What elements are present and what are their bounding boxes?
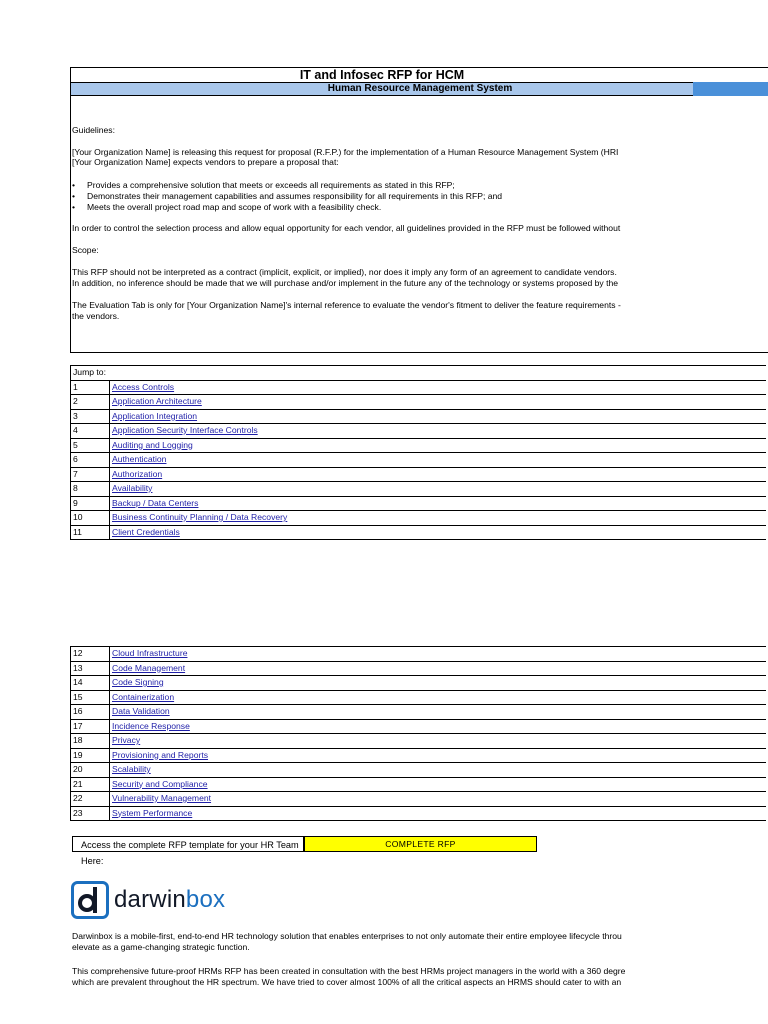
jump-row-cell [110, 763, 767, 778]
jump-row [71, 734, 767, 749]
about2-line-2: which are prevalent throughout the HR spectrum. We have tried to cover almost 100% of all the critical aspects an HRMS should cater to with an [72, 977, 622, 987]
jump-link[interactable]: Privacy [112, 735, 141, 745]
jump-row [71, 525, 767, 540]
jump-link[interactable]: Application Architecture [112, 396, 202, 406]
jump-row-number: 2 [71, 395, 110, 410]
jump-link[interactable]: Scalability [112, 764, 151, 774]
guidelines-intro-line2: [Your Organization Name] expects vendors to prepare a proposal that: [72, 157, 339, 167]
jump-row-cell [110, 525, 767, 540]
jump-table-bottom [70, 646, 766, 821]
guidelines-intro-line1: [Your Organization Name] is releasing this request for proposal (R.F.P.) for the implementation of a Human Resource Management System (HRI [72, 147, 619, 157]
jump-row-cell [110, 777, 767, 792]
guidelines-control-line: In order to control the selection process and allow equal opportunity for each vendor, all guidelines provided in the RFP must be followed without [72, 223, 621, 233]
jump-link[interactable]: Auditing and Logging [112, 439, 193, 450]
jump-link[interactable]: Application Integration [112, 410, 198, 421]
jump-row-number: 18 [71, 734, 110, 749]
jump-row-number: 10 [71, 511, 110, 526]
guidelines-label: Guidelines: [72, 125, 115, 135]
jump-row-cell [110, 719, 767, 734]
subtitle-bar [71, 82, 768, 96]
jump-link[interactable]: Vulnerability Management [112, 793, 212, 803]
jump-row-cell [110, 661, 767, 676]
jump-link[interactable]: Client Credentials [112, 526, 180, 537]
jump-link[interactable]: System Performance [112, 807, 193, 818]
jump-link[interactable]: Incidence Response [112, 720, 190, 731]
jump-link[interactable]: Access Controls [112, 381, 175, 392]
jump-row-cell [110, 453, 767, 468]
jump-row-cell [110, 647, 767, 662]
jump-row [71, 705, 767, 720]
jump-row [71, 763, 767, 778]
darwinbox-d-icon [71, 881, 109, 919]
page-title: IT and Infosec RFP for HCM [299, 68, 465, 82]
sheet-tab-accent [693, 82, 768, 96]
access-text-cell: Access the complete RFP template for your HR Team Here: [72, 836, 304, 852]
jump-row-number: 17 [71, 719, 110, 734]
jump-link[interactable]: Authentication [112, 454, 167, 464]
jump-row-number: 14 [71, 676, 110, 691]
jump-row-number: 13 [71, 661, 110, 676]
jump-row-number: 20 [71, 763, 110, 778]
jump-row [71, 438, 767, 453]
complete-rfp-button[interactable]: COMPLETE RFP [304, 836, 537, 852]
jump-row-number: 12 [71, 647, 110, 662]
jump-row-number: 22 [71, 792, 110, 807]
jump-row-number: 15 [71, 690, 110, 705]
jump-row-number: 9 [71, 496, 110, 511]
jump-row [71, 748, 767, 763]
about2-line-1: This comprehensive future-proof HRMs RFP has been created in consultation with the best HRMs project managers in the world with a 360 degre [72, 966, 626, 976]
jump-row-cell [110, 467, 767, 482]
jump-link[interactable]: Security and Compliance [112, 778, 208, 789]
jump-row [71, 777, 767, 792]
jump-row-cell [110, 792, 767, 807]
jump-row-number: 21 [71, 777, 110, 792]
jump-row-cell [110, 748, 767, 763]
jump-row [71, 661, 767, 676]
jump-row [71, 647, 767, 662]
jump-row-number: 19 [71, 748, 110, 763]
jump-row [71, 676, 767, 691]
jump-row [71, 453, 767, 468]
about-line-2: elevate as a game-changing strategic function. [72, 942, 250, 952]
jump-table-top [70, 365, 766, 540]
jump-row-cell [110, 438, 767, 453]
jump-row-cell [110, 482, 767, 497]
jump-link[interactable]: Availability [112, 483, 153, 493]
jump-row-cell [110, 705, 767, 720]
jump-to-label: Jump to: [71, 366, 767, 381]
brand-name-part2: box [185, 886, 226, 913]
jump-row-number: 7 [71, 467, 110, 482]
jump-row [71, 409, 767, 424]
jump-link[interactable]: Backup / Data Centers [112, 497, 199, 508]
jump-row [71, 496, 767, 511]
jump-row [71, 380, 767, 395]
jump-row-number: 3 [71, 409, 110, 424]
guideline-bullet-2: • Demonstrates their management capabilities and assumes responsibility for all requirements in this RFP; and [72, 191, 502, 201]
evaluation-line-1: The Evaluation Tab is only for [Your Organization Name]'s internal reference to evaluate the vendor's fitment to deliver the feature requirements - [72, 300, 621, 310]
jump-row [71, 690, 767, 705]
guideline-bullet-3: • Meets the overall project road map and scope of work with a feasibility check. [72, 202, 381, 212]
jump-row-cell [110, 734, 767, 749]
jump-row-number: 5 [71, 438, 110, 453]
jump-row [71, 806, 767, 821]
darwinbox-logo [71, 880, 225, 920]
jump-link[interactable]: Application Security Interface Controls [112, 425, 258, 435]
jump-link[interactable]: Code Signing [112, 677, 164, 687]
jump-row-number: 16 [71, 705, 110, 720]
jump-link[interactable]: Authorization [112, 468, 163, 479]
jump-link[interactable]: Cloud Infrastructure [112, 648, 188, 658]
jump-link[interactable]: Business Continuity Planning / Data Recovery [112, 512, 288, 522]
jump-row-cell [110, 395, 767, 410]
scope-line-2: In addition, no inference should be made that we will purchase and/or implement in the future any of the technology or systems proposed by the [72, 278, 619, 288]
evaluation-line-2: the vendors. [72, 311, 120, 321]
jump-row [71, 395, 767, 410]
jump-row-number: 6 [71, 453, 110, 468]
jump-row-cell [110, 690, 767, 705]
jump-link[interactable]: Containerization [112, 691, 175, 702]
page-subtitle: Human Resource Management System [327, 83, 513, 94]
jump-row [71, 467, 767, 482]
jump-link[interactable]: Data Validation [112, 706, 170, 716]
jump-row [71, 792, 767, 807]
jump-row-cell [110, 380, 767, 395]
about-line-1: Darwinbox is a mobile-first, end-to-end HR technology solution that enables enterprises to not only automate their entire employee lifecycle throu [72, 931, 622, 941]
jump-row-cell [110, 496, 767, 511]
jump-link[interactable]: Provisioning and Reports [112, 749, 209, 760]
jump-link[interactable]: Code Management [112, 662, 186, 673]
jump-row-number: 4 [71, 424, 110, 439]
jump-row-number: 8 [71, 482, 110, 497]
jump-row [71, 511, 767, 526]
brand-name-part1: darwin [114, 886, 186, 913]
jump-header-row [71, 366, 767, 381]
scope-line-1: This RFP should not be interpreted as a contract (implicit, explicit, or implied), nor does it imply any form of an agreement to candidate vendors. [72, 267, 617, 277]
jump-row [71, 424, 767, 439]
darwinbox-wordmark [114, 886, 225, 914]
jump-row-cell [110, 676, 767, 691]
jump-row [71, 719, 767, 734]
jump-row-cell [110, 424, 767, 439]
jump-row-cell [110, 511, 767, 526]
scope-label: Scope: [72, 245, 99, 255]
guideline-bullet-1: • Provides a comprehensive solution that meets or exceeds all requirements as stated in this RFP; [72, 180, 455, 190]
jump-row-number: 1 [71, 380, 110, 395]
jump-row [71, 482, 767, 497]
jump-row-number: 11 [71, 525, 110, 540]
jump-row-cell [110, 806, 767, 821]
jump-row-cell [110, 409, 767, 424]
jump-row-number: 23 [71, 806, 110, 821]
